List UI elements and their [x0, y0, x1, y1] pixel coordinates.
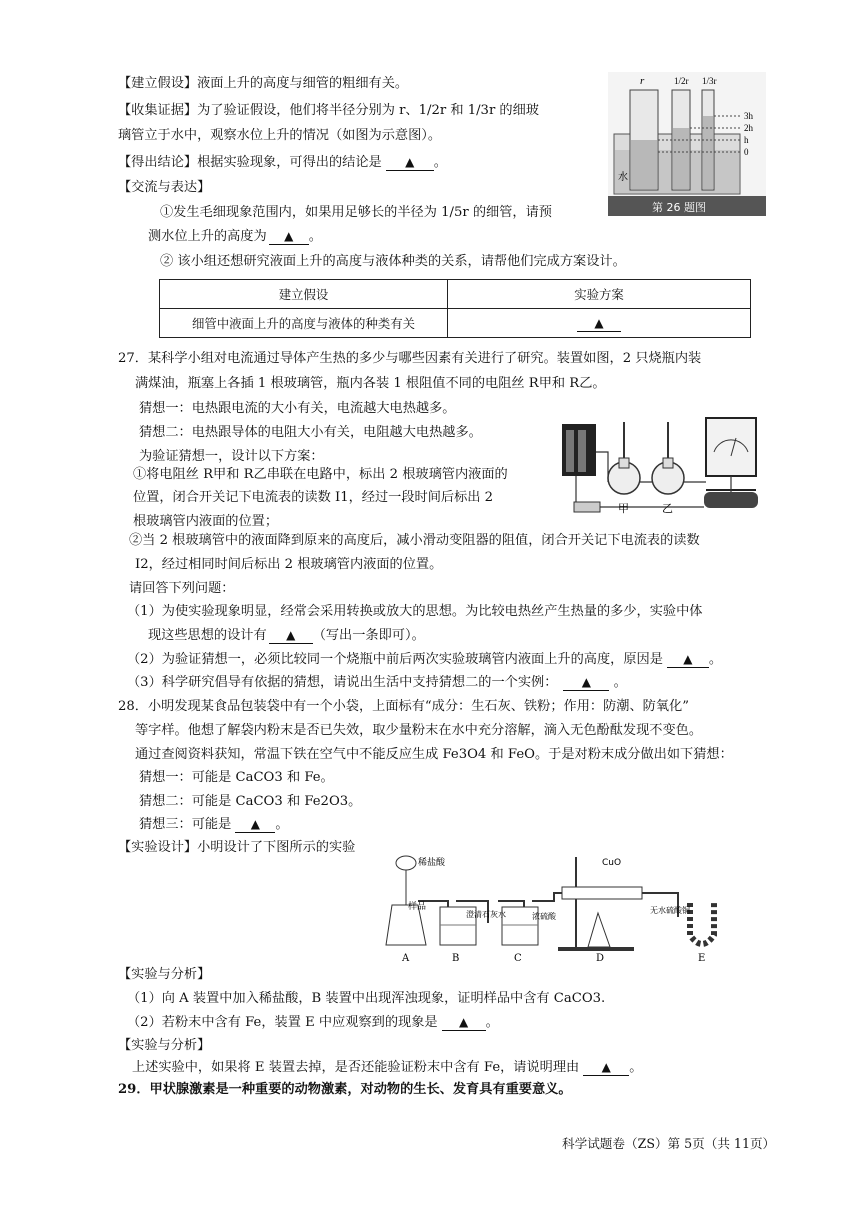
q28-guess3-text: 猜想三：可能是: [139, 817, 232, 832]
q26-evidence-line2: 璃管立于水中，观察水位上升的情况（如图为示意图）。: [118, 128, 442, 143]
table-header-row: [160, 280, 751, 309]
label-c: C: [514, 953, 522, 964]
q26-item1-period: 。: [308, 229, 322, 244]
q27-sub1-line2: [148, 626, 425, 646]
table-cell-hypothesis: 细管中液面上升的高度与液体的种类有关: [160, 309, 448, 338]
stand-base: [558, 947, 634, 951]
table-header-hypothesis: 建立假设: [160, 280, 448, 309]
q28-design: 【实验设计】小明设计了下图所示的实验: [118, 840, 356, 855]
q26-hypothesis: 【建立假设】液面上升的高度与细管的粗细有关。: [118, 76, 409, 91]
q27-sub3: [127, 673, 627, 693]
q27-sub3-text: （3）科学研究倡导有依据的猜想，请说出生活中支持猜想二的一个实例：: [127, 675, 558, 690]
q27-step1-line1: ①将电阻丝 R甲和 R乙串联在电路中，标出 2 根玻璃管内液面的: [133, 467, 508, 482]
label-a: A: [402, 953, 410, 964]
q28-analysis-2: [127, 1013, 499, 1033]
alcohol-lamp-icon: [588, 913, 610, 947]
rheostat-icon: [704, 492, 758, 508]
q28-analysis-2-text: （2）若粉末中含有 Fe，装置 E 中应观察到的现象是: [127, 1015, 438, 1030]
q26-conclusion: [118, 153, 447, 173]
label-d: D: [596, 953, 605, 964]
q28-intro-line3: 通过查阅资料获知，常温下铁在空气中不能反应生成 Fe3O4 和 FeO。于是对粉末成分做出如下猜想：: [135, 747, 733, 762]
q28-analysis-3-period: 。: [629, 1060, 643, 1075]
q27-guess2: 猜想二：电热跟导体的电阻大小有关，电阻越大电热越多。: [139, 425, 482, 440]
q28-guess3-period: 。: [275, 817, 289, 832]
q27-sub3-period: 。: [609, 675, 627, 690]
q26-period: 。: [433, 155, 447, 170]
table-cell-plan[interactable]: [448, 309, 751, 338]
table-header-plan: 实验方案: [448, 280, 751, 309]
figure-caption: 第 26 题图: [652, 201, 706, 214]
label-b: B: [452, 953, 460, 964]
q27-intro-line2: 满煤油，瓶塞上各插 1 根玻璃管，瓶内各装 1 根阻值不同的电阻丝 R甲和 R乙。: [135, 376, 606, 391]
q27-answer-prompt: 请回答下列问题：: [129, 581, 235, 596]
q27-sub2-blank[interactable]: ▲: [667, 651, 709, 668]
q27-step2-line1: ②当 2 根玻璃管中的液面降到原来的高度后，减小滑动变阻器的阻值，闭合开关记下电流表的读数: [129, 533, 700, 548]
q26-item2: ② 该小组还想研究液面上升的高度与液体种类的关系，请帮他们完成方案设计。: [160, 254, 626, 269]
hard-glass-tube: [562, 887, 642, 899]
q26-conclusion-text: 【得出结论】根据实验现象，可得出的结论是: [118, 155, 382, 170]
q27-sub1-suffix: （写出一条即可）。: [312, 628, 425, 643]
label-e: E: [698, 953, 706, 964]
table-plan-blank[interactable]: ▲: [577, 315, 621, 332]
label-limewater: 澄清石灰水: [466, 910, 506, 919]
q26-exchange-title: 【交流与表达】: [118, 180, 211, 195]
q26-item1-line1: ①发生毛细现象范围内，如果用足够长的半径为 1/5r 的细管，请预: [160, 205, 552, 220]
label-cuo: CuO: [602, 858, 622, 868]
q27-guess1: 猜想一：电热跟电流的大小有关，电流越大电热越多。: [139, 401, 456, 416]
q27-sub1-text: 现这些思想的设计有: [148, 628, 267, 643]
ammeter-icon: [706, 418, 756, 476]
q28-analysis-3: [132, 1058, 642, 1078]
battery-cell-2: [578, 430, 586, 472]
q26-item1-line2: [148, 227, 322, 247]
label-half-r: 1/2r: [674, 76, 689, 86]
label-0: 0: [744, 147, 749, 157]
q28-analysis-2-blank[interactable]: ▲: [442, 1014, 486, 1031]
q28-analysis-1: （1）向 A 装置中加入稀盐酸，B 装置中出现浑浊现象，证明样品中含有 CaCO3.: [127, 991, 606, 1006]
q26-conclusion-blank[interactable]: ▲: [386, 154, 434, 171]
q28-analysis-title: 【实验与分析】: [118, 967, 211, 982]
u-tube-icon: [690, 903, 714, 944]
q28-guess3-blank[interactable]: ▲: [235, 816, 275, 833]
q27-sub3-blank[interactable]: ▲: [563, 674, 609, 691]
q28-analysis-3-text: 上述实验中，如果将 E 装置去掉，是否还能验证粉末中含有 Fe，请说明理由: [132, 1060, 580, 1075]
q26-evidence-line1: 【收集证据】为了验证假设，他们将半径分别为 r、1/2r 和 1/3r 的细玻: [118, 103, 539, 118]
q28-analysis-title2: 【实验与分析】: [118, 1038, 211, 1053]
funnel-icon: [396, 856, 416, 870]
q27-step2-line2: I2，经过相同时间后标出 2 根玻璃管内液面的位置。: [135, 557, 443, 572]
label-r: r: [640, 75, 645, 87]
q29-intro: 29．甲状腺激素是一种重要的动物激素，对动物的生长、发育具有重要意义。: [118, 1082, 572, 1097]
label-third-r: 1/3r: [702, 76, 717, 86]
label-sample: 样品: [408, 902, 427, 912]
q27-step1-line3: 根玻璃管内液面的位置；: [133, 514, 279, 529]
q27-sub1-line1: （1）为使实验现象明显，经常会采用转换或放大的思想。为比较电热丝产生热量的多少，实验中体: [127, 604, 703, 619]
q27-sub2-period: 。: [708, 652, 723, 667]
q28-guess1: 猜想一：可能是 CaCO3 和 Fe。: [139, 770, 334, 785]
chemistry-apparatus-figure: [378, 853, 748, 965]
q27-plan-intro: 为验证猜想一，设计以下方案：: [139, 449, 324, 464]
label-2h: 2h: [744, 123, 753, 133]
tube-half-r-water: [673, 128, 689, 189]
label-conc-sulfuric: 浓硫酸: [532, 912, 556, 921]
capillary-tube-figure: [608, 72, 766, 216]
q27-sub2: [127, 650, 722, 670]
q26-plan-table: [159, 279, 751, 338]
q28-guess3: [139, 815, 289, 835]
q28-analysis-3-blank[interactable]: ▲: [583, 1059, 629, 1076]
label-dilute-hcl: 稀盐酸: [418, 858, 446, 868]
q27-sub2-text: （2）为验证猜想一，必须比较同一个烧瓶中前后两次实验玻璃管内液面上升的高度，原因是: [127, 652, 663, 667]
label-anhydrous-cuso4: 无水硫酸铜: [650, 906, 690, 915]
q28-intro-line2: 等字样。他想了解袋内粉末是否已失效，取少量粉末在水中充分溶解，滴入无色酚酞发现不变色。: [135, 723, 703, 738]
q27-sub1-blank[interactable]: ▲: [269, 627, 313, 644]
electric-heat-apparatus-figure: [556, 412, 762, 526]
stopper-jia: [619, 458, 629, 468]
battery-cell-1: [566, 430, 574, 472]
q27-step1-line2: 位置，闭合开关记下电流表的读数 I1，经过一段时间后标出 2: [133, 490, 494, 505]
label-3h: 3h: [744, 111, 753, 121]
q28-intro-line1: 28．小明发现某食品包装袋中有一个小袋，上面标有“成分：生石灰、铁粉；作用：防潮、防氧化”: [118, 699, 689, 714]
q28-analysis-2-period: 。: [485, 1015, 499, 1030]
label-water: 水: [618, 172, 628, 183]
table-row: [160, 309, 751, 338]
label-h: h: [744, 135, 749, 145]
q26-item1-blank[interactable]: ▲: [269, 228, 309, 245]
label-yi: 乙: [662, 502, 673, 515]
q26-item1-text: 测水位上升的高度为: [148, 229, 267, 244]
label-jia: 甲: [618, 502, 629, 515]
q28-guess2: 猜想二：可能是 CaCO3 和 Fe2O3。: [139, 794, 362, 809]
page-footer: 科学试题卷（ZS）第 5页（共 11页）: [562, 1136, 776, 1151]
q27-intro-line1: 27．某科学小组对电流通过导体产生热的多少与哪些因素有关进行了研究。装置如图，2 只烧瓶内装: [118, 351, 702, 366]
stopper-yi: [663, 458, 673, 468]
switch-icon: [574, 502, 600, 512]
tube-r-water: [631, 140, 657, 189]
